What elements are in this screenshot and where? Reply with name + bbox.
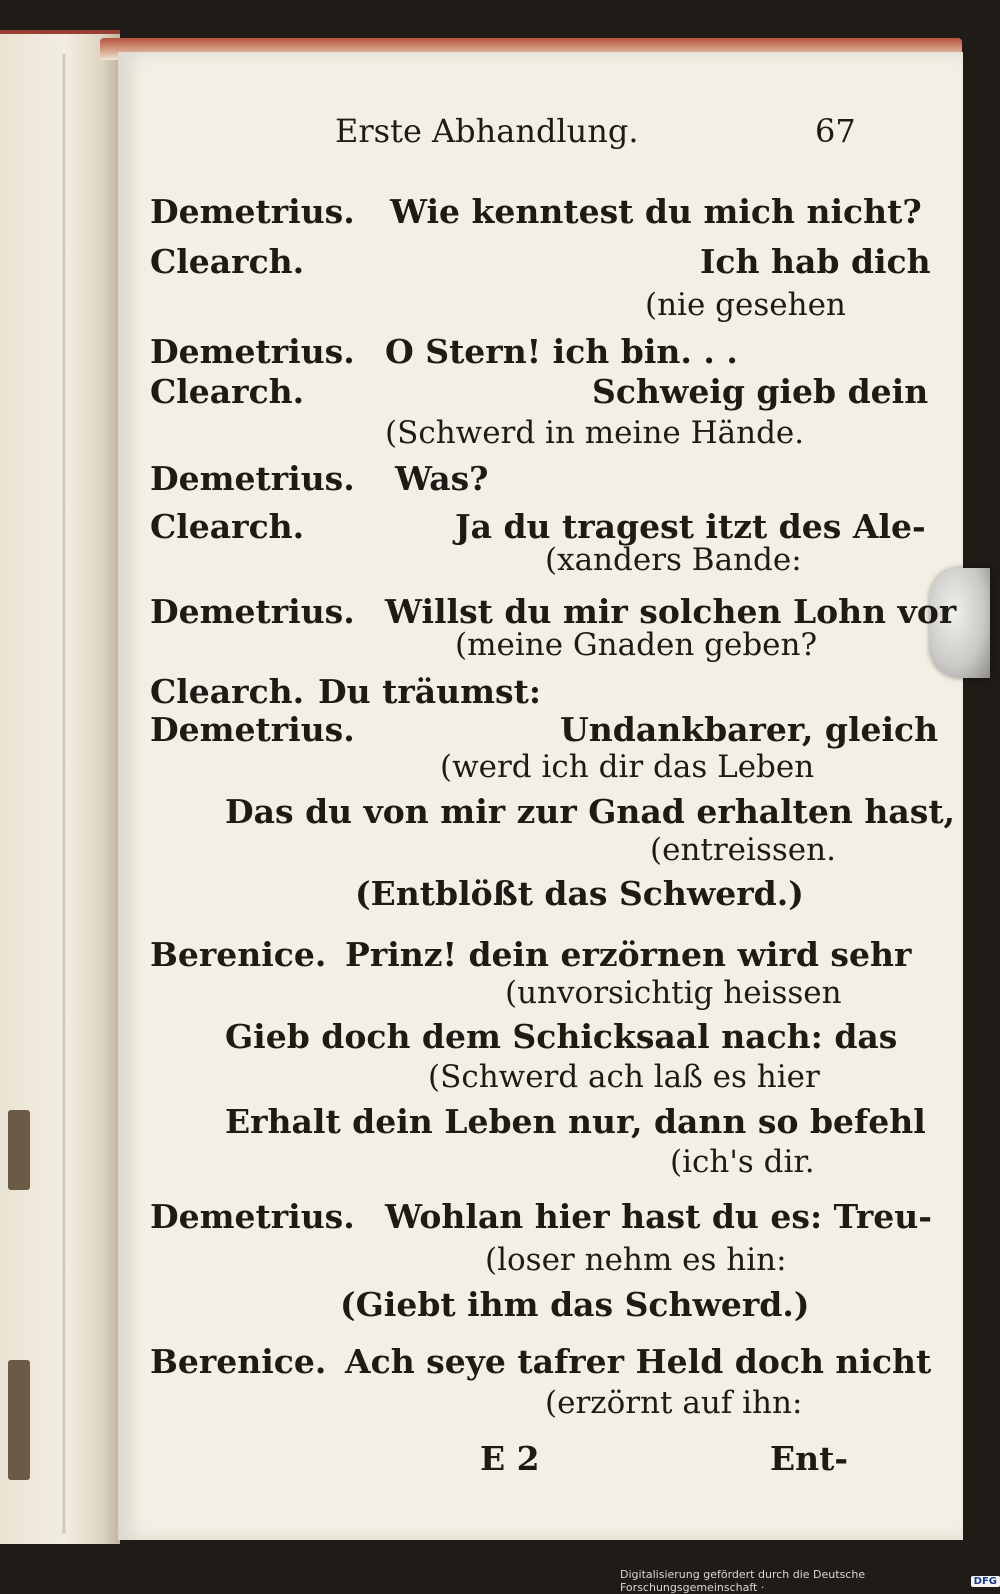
verse-continuation: (Schwerd ach laß es hier — [428, 1059, 820, 1095]
running-title: Erste Abhandlung. — [335, 112, 639, 150]
verse-continuation: (loser nehm es hin: — [485, 1242, 787, 1278]
digitization-credit — [620, 1568, 1000, 1594]
verse-line: Ja du tragest itzt des Ale- — [455, 507, 926, 546]
facing-page-left — [0, 30, 120, 1544]
verse-continuation: (xanders Bande: — [545, 542, 802, 578]
verse-continuation: (nie gesehen — [645, 287, 846, 323]
verse-line: Erhalt dein Leben nur, dann so befehl — [225, 1102, 926, 1141]
credit-text: Digitalisierung gefördert durch die Deutsche Forschungsgemeinschaft · — [620, 1568, 866, 1594]
speaker-clearch: Clearch. — [150, 672, 305, 711]
verse-line: Wohlan hier hast du es: Treu- — [385, 1197, 932, 1236]
speaker-berenice: Berenice. — [150, 935, 327, 974]
catchword: Ent- — [770, 1439, 849, 1478]
speaker-demetrius: Demetrius. — [150, 332, 355, 371]
speaker-demetrius: Demetrius. — [150, 592, 355, 631]
dfg-logo: DFG — [971, 1576, 1000, 1587]
speaker-berenice: Berenice. — [150, 1342, 327, 1381]
verse-line: Ach seye tafrer Held doch nicht — [345, 1342, 932, 1381]
verse-line: Du träumst: — [318, 672, 542, 711]
verse-line: Gieb doch dem Schicksaal nach: das — [225, 1017, 898, 1056]
speaker-demetrius: Demetrius. — [150, 710, 355, 749]
signature-mark: E 2 — [480, 1439, 540, 1478]
stage-direction: (Entblößt das Schwerd.) — [355, 874, 804, 913]
verse-line: Wie kenntest du mich nicht? — [390, 192, 922, 231]
verse-line: Prinz! dein erzörnen wird sehr — [345, 935, 912, 974]
verse-continuation: (entreissen. — [650, 832, 836, 868]
verse-line: Willst du mir solchen Lohn vor — [385, 592, 957, 631]
verse-continuation: (erzörnt auf ihn: — [545, 1385, 803, 1421]
page-number: 67 — [815, 112, 856, 150]
speaker-clearch: Clearch. — [150, 372, 305, 411]
speaker-demetrius: Demetrius. — [150, 1197, 355, 1236]
speaker-clearch: Clearch. — [150, 242, 305, 281]
verse-continuation: (werd ich dir das Leben — [440, 749, 815, 785]
page-crease — [62, 54, 66, 1534]
speaker-demetrius: Demetrius. — [150, 459, 355, 498]
verse-line: Schweig gieb dein — [592, 372, 929, 411]
binding-thread — [8, 1360, 30, 1480]
verse-line: O Stern! ich bin. . . — [385, 332, 738, 371]
speaker-demetrius: Demetrius. — [150, 192, 355, 231]
verse-continuation: (meine Gnaden geben? — [455, 627, 818, 663]
verse-line: Undankbarer, gleich — [560, 710, 939, 749]
stage-direction: (Giebt ihm das Schwerd.) — [340, 1285, 810, 1324]
verse-line: Ich hab dich — [700, 242, 931, 281]
verse-continuation: (ich's dir. — [670, 1144, 815, 1180]
binding-thread — [8, 1110, 30, 1190]
verse-continuation: (unvorsichtig heissen — [505, 975, 842, 1011]
verse-line: Was? — [395, 459, 489, 498]
verse-continuation: (Schwerd in meine Hände. — [385, 415, 805, 451]
speaker-clearch: Clearch. — [150, 507, 305, 546]
verse-line: Das du von mir zur Gnad erhalten hast, — [225, 792, 956, 831]
